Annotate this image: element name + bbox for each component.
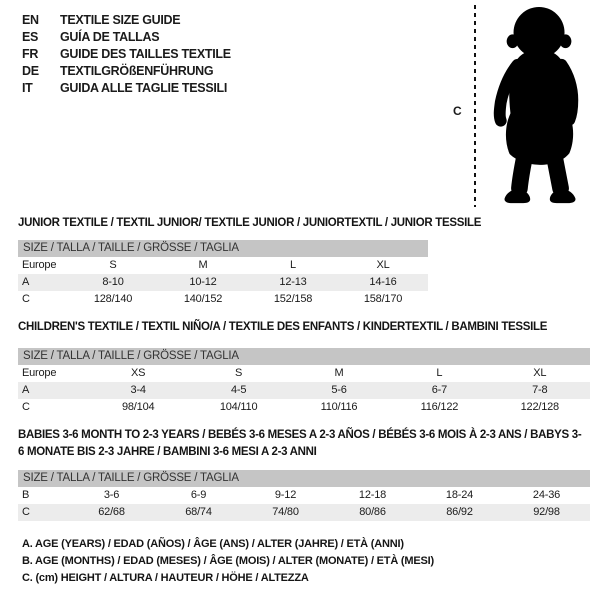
row-label: C	[22, 293, 30, 305]
size-value: 8-10	[102, 276, 124, 288]
section-title: CHILDREN'S TEXTILE / TEXTIL NIÑO/A / TEXTILE DES ENFANTS / KINDERTEXTIL / BAMBINI TESSILE	[18, 321, 548, 333]
size-value: 98/104	[121, 401, 155, 413]
section-title: BABIES 3-6 MONTH TO 2-3 YEARS / BEBÉS 3-6 MESES A 2-3 AÑOS / BÉBÉS 3-6 MOIS À 2-3 ANS / BABYS 3-6 MONATE BIS 2-3 JAHRE / BAMBINI 3-6 MESI A 2-3 ANNI	[18, 429, 582, 458]
size-value: 10-12	[189, 276, 217, 288]
size-value: 62/68	[98, 506, 125, 518]
language-row	[22, 80, 231, 97]
size-header-bar: SIZE / TALLA / TAILLE / GRÖSSE / TAGLIA	[18, 240, 428, 257]
babies-size-table	[18, 470, 590, 521]
legend-line-b: B. AGE (MONTHS) / EDAD (MESES) / ÂGE (MOIS) / ALTER (MONATE) / ETÀ (MESI)	[22, 555, 434, 567]
size-value: 80/86	[359, 506, 386, 518]
table-row	[18, 365, 590, 382]
size-value: 110/116	[320, 401, 358, 413]
language-row	[22, 29, 231, 46]
size-value: S	[235, 367, 243, 379]
language-label: GUIDE DES TAILLES TEXTILE	[60, 47, 231, 61]
table-row	[18, 382, 590, 399]
size-value: 122/128	[520, 401, 559, 413]
size-value: S	[109, 259, 117, 271]
size-value: L	[290, 259, 296, 271]
size-value: 12-13	[279, 276, 307, 288]
junior-size-table	[18, 240, 428, 308]
legend-line-a: A. AGE (YEARS) / EDAD (AÑOS) / ÂGE (ANS) / ALTER (JAHRE) / ETÀ (ANNI)	[22, 538, 404, 550]
size-value: 74/80	[272, 506, 299, 518]
table-body	[18, 257, 428, 308]
size-value: 9-12	[274, 489, 297, 501]
language-row	[22, 12, 231, 29]
size-value: 158/170	[363, 293, 403, 305]
size-value: 68/74	[185, 506, 212, 518]
size-value: 24-36	[532, 489, 561, 501]
table-body	[18, 487, 590, 521]
size-value: 104/110	[219, 401, 258, 413]
legend	[22, 536, 434, 587]
size-value: 86/92	[446, 506, 473, 518]
table-row	[18, 257, 428, 274]
section-title: JUNIOR TEXTILE / TEXTIL JUNIOR/ TEXTILE JUNIOR / JUNIORTEXTIL / JUNIOR TESSILE	[18, 217, 482, 229]
table-body	[18, 365, 590, 416]
size-value: 12-18	[358, 489, 387, 501]
table-row	[18, 291, 428, 308]
size-value: XL	[533, 367, 547, 379]
legend-line-c: C. (cm) HEIGHT / ALTURA / HAUTEUR / HÖHE / ALTEZZA	[22, 572, 309, 584]
language-code: IT	[22, 81, 33, 95]
toddler-silhouette-image	[484, 6, 597, 207]
language-header	[22, 12, 231, 97]
language-code: ES	[22, 30, 39, 44]
language-code: EN	[22, 13, 39, 27]
size-value: 6-7	[431, 384, 448, 396]
height-measure-label: C	[453, 104, 462, 118]
row-label: C	[22, 401, 30, 413]
size-value: XL	[376, 259, 390, 271]
language-row	[22, 46, 231, 63]
section-babies-textile	[18, 427, 586, 461]
height-measure-dashed-line	[474, 5, 476, 207]
size-value: M	[334, 367, 344, 379]
row-label: B	[22, 489, 30, 501]
size-value: 128/140	[93, 293, 133, 305]
language-row	[22, 63, 231, 80]
size-value: XS	[131, 367, 146, 379]
language-code: FR	[22, 47, 39, 61]
table-row	[18, 274, 428, 291]
language-label: GUIDA ALLE TAGLIE TESSILI	[60, 81, 228, 95]
size-value: 152/158	[273, 293, 313, 305]
row-label: C	[22, 506, 30, 518]
size-value: 4-5	[230, 384, 247, 396]
language-label: GUÍA DE TALLAS	[60, 30, 160, 44]
row-label: Europe	[22, 367, 57, 379]
table-row	[18, 399, 590, 416]
language-code: DE	[22, 64, 39, 78]
language-label: TEXTILE SIZE GUIDE	[60, 13, 181, 27]
language-label: TEXTILGRÖßENFÜHRUNG	[60, 64, 214, 78]
section-junior-textile	[18, 215, 593, 232]
table-row	[18, 487, 590, 504]
size-value: 7-8	[532, 384, 548, 396]
size-value: 3-6	[103, 489, 120, 501]
size-header-bar: SIZE / TALLA / TAILLE / GRÖSSE / TAGLIA	[18, 348, 590, 365]
size-value: 140/152	[183, 293, 223, 305]
size-value: 18-24	[445, 489, 474, 501]
size-value: 5-6	[331, 384, 347, 396]
row-label: A	[22, 384, 30, 396]
size-value: 3-4	[130, 384, 146, 396]
childrens-size-table	[18, 348, 590, 416]
size-header-bar: SIZE / TALLA / TAILLE / GRÖSSE / TAGLIA	[18, 470, 590, 487]
section-childrens-textile	[18, 319, 593, 336]
table-row	[18, 504, 590, 521]
size-value: L	[436, 367, 443, 379]
size-value: 14-16	[369, 276, 397, 288]
size-value: 6-9	[190, 489, 207, 501]
size-value: M	[198, 259, 208, 271]
row-label: A	[22, 276, 30, 288]
size-value: 92/98	[533, 506, 560, 518]
size-value: 116/122	[420, 401, 459, 413]
row-label: Europe	[22, 259, 57, 271]
